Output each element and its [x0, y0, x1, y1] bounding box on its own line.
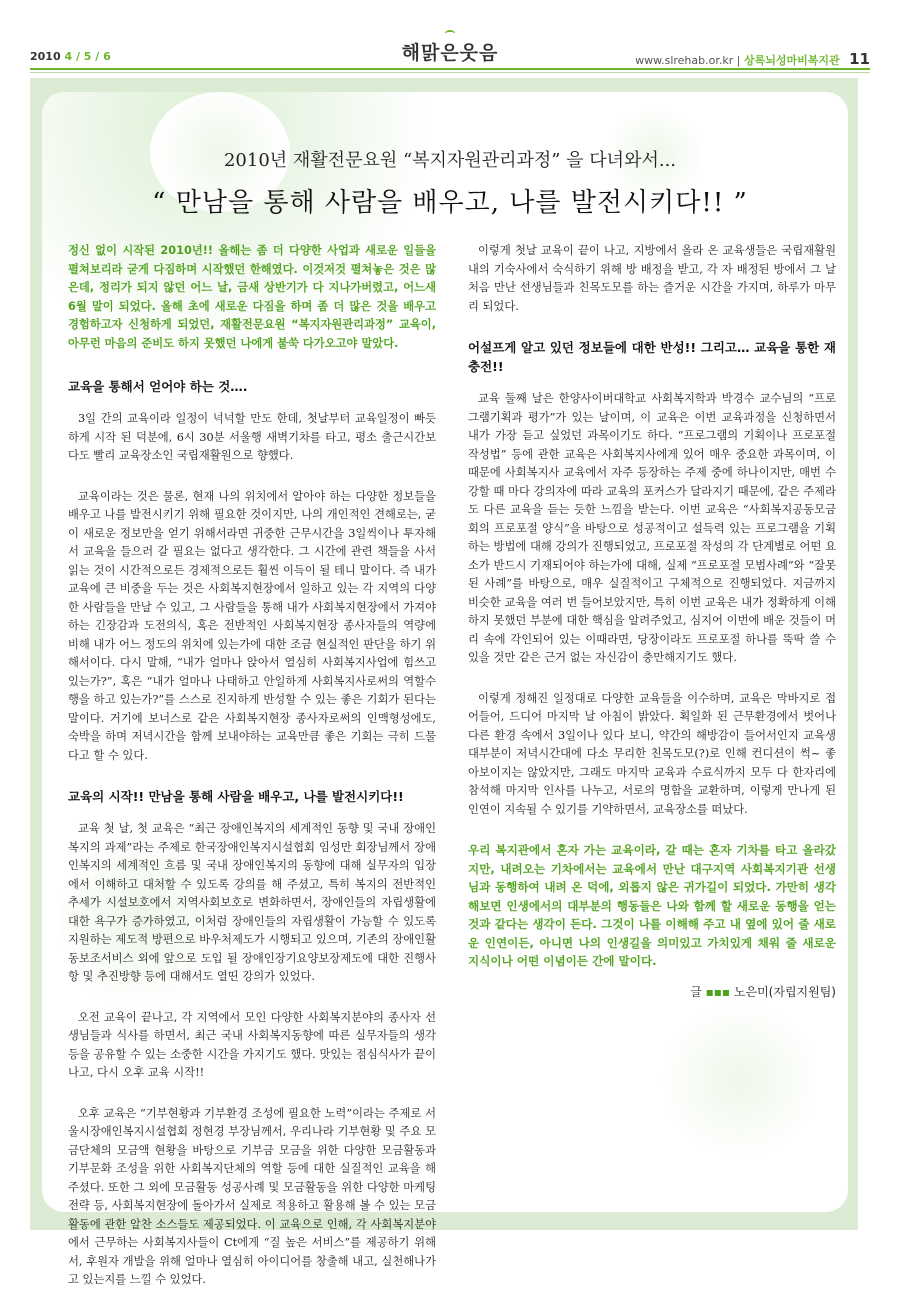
issue-info — [30, 50, 111, 63]
magazine-logo — [385, 38, 515, 65]
website-link[interactable]: www.slrehab.or.kr — [635, 54, 734, 67]
page-number: 11 — [849, 50, 870, 68]
byline-author: 노은미(자립지원팀) — [733, 984, 836, 999]
header-right: www.slrehab.or.kr | 상록뇌성마비복지관 11 — [635, 50, 870, 68]
section1-paragraph-2: 교육이라는 것은 물론, 현재 나의 위치에서 알아야 하는 다양한 정보들을 배우고 나를 발전시키기 위해 필요한 것이지만, 나의 개인적인 견해로는, 굳이 새로운 정보만을 얻기 위해서라면 귀중한 근무시간을 3일씩이나 투자해서 교육을 들으러 갈 필요는 없다고 생각한다. 그 시간에 관련 책들을 사서 읽는 것이 시간적으로든 경제적으로든 훨씬 이득이 될 테니 말이다. 즉 내가 교육에 큰 비중을 두는 것은 사회복지현장에서 일하고 있는 각 지역의 다양한 사람들을 만날 수 있고, 그 사람들을 통해 내가 사회복지현장에서 가져야 하는 긴장감과 도전의식, 혹은 전반적인 사회복지현장 종사자들의 역량에 비해 내가 어느 정도의 위치에 있는가에 대한 조금 현실적인 판단을 하기 위해서이다. 다시 말해, “내가 얼마나 앉아서 열심히 사회복지사업에 힘쓰고 있는가?”, 혹은 “내가 얼마나 나태하고 안일하게 사회복지사로써의 역할수행을 하고 있는가?”를 스스로 진지하게 반성할 수 있는 좋은 기회가 된다는 말이다. 거기에 보너스로 같은 사회복지현장 종사자로써의 인맥형성에도, 숙박을 하며 저녁시간을 함께 보내야하는 교육만큼 좋은 기회는 극히 드물다고 할 수 있다. — [68, 489, 436, 762]
page-header — [0, 0, 900, 78]
byline-prefix: 글 — [690, 984, 702, 999]
section3-paragraph-1: 교육 둘째 날은 한양사이버대학교 사회복지학과 박경수 교수님의 “프로그램기획과 평가”가 있는 날이며, 이 교육은 이번 교육과정을 신청하면서 내가 가장 듣고 싶었던 과목이기도 하다. “프로그램의 기획이나 프로포절 작성법” 등에 관한 교육은 사회복지사에게 있어 매우 중요한 과목이며, 이 때문에 사회복지사 교육에서 자주 등장하는 주제 중에 하나이지만, 매번 수강할 때 마다 강의자에 따라 교육의 포커스가 달라지기 때문에, 같은 주제라도 다른 교육을 듣는 듯한 느낌을 받는다. 이번 교육은 “사회복지공동모금회의 프로포절 양식”을 바탕으로 성공적이고 설득력 있는 프로그램을 기획하는 방법에 대해 강의가 진행되었고, 프로포절 작성의 각 단계별로 어떤 요소가 반드시 기재되어야 하는가에 대해, 실제 “프로포절 모범사례”와 “잘못된 사례”를 바탕으로, 매우 실질적이고 구체적으로 진행되었다. 지금까지 비슷한 교육을 여러 번 들어보았지만, 특히 이번 교육은 내가 정확하게 이해하지 못했던 부분에 대한 핵심을 알려주었고, 심지어 이번에 배운 것들이 머리 속에 각인되어 있는 이때라면, 당장이라도 프로포절 하나를 뚝딱 쓸 수 있을 것만 같은 근거 없는 자신감이 충만해지기도 했다. — [468, 392, 836, 664]
section2-paragraph-4: 이렇게 첫날 교육이 끝이 나고, 지방에서 올라 온 교육생들은 국립재활원 내의 기숙사에서 숙식하기 위해 방 배정을 받고, 각 자 배정된 방에서 그 날 처음 만난 선생님들과 친목도모를 하는 즐거운 시간을 가지며, 하루가 마무리 되었다. — [468, 244, 836, 313]
header-rule — [30, 68, 870, 70]
issue-year: 2010 — [30, 50, 61, 63]
article-pre-title: 2010년 재활전문요원 “복지자원관리과정” 을 다녀와서... — [223, 150, 677, 171]
section2-paragraph-1: 교육 첫 날, 첫 교육은 “최근 장애인복지의 세계적인 동향 및 국내 장애인복지의 과제”라는 주제로 한국장애인복지시설협회 임성만 회장님께서 장애인복지의 세계적인 흐름 및 국내 장애인복지의 동향에 대해 실무자의 입장에서 이해하고 대처할 수 있도록 강의를 해 주셨고, 특히 복지의 전반적인 추세가 시설보호에서 지역사회보호로 변화하면서, 장애인들의 자립생활에 대한 욕구가 증가하였고, 이처럼 장애인들의 자립생활이 가능할 수 있도록 지원하는 제도적 방편으로 바우처제도가 시행되고 있으며, 기존의 장애인활동보조서비스 외에 앞으로 도입 될 장애인장기요양보장제도에 대한 진행사항 및 추진방향 등에 대해서도 열띤 강의가 있었다. — [68, 822, 436, 983]
section1-heading: 교육을 통해서 얻어야 하는 것…. — [68, 379, 248, 394]
section2-paragraph-2: 오전 교육이 끝나고, 각 지역에서 모인 다양한 사회복지분야의 종사자 선생님들과 식사를 하면서, 최근 국내 사회복지동향에 따른 실무자들의 생각 등을 공유할 수 있는 소중한 시간을 가지기도 했다. 맛있는 점심식사가 끝이 나고, 다시 오후 교육 시작!! — [68, 1010, 436, 1079]
section2-heading: 교육의 시작!! 만남을 통해 사람을 배우고, 나를 발전시키다!! — [68, 789, 404, 804]
smile-icon — [445, 30, 455, 38]
logo-text: 해맑은웃음 — [401, 42, 499, 64]
header-rule-thin — [30, 72, 870, 73]
issue-months: 4 / 5 / 6 — [64, 50, 111, 63]
byline-dots: ▪▪▪ — [705, 984, 731, 999]
section3-heading: 어설프게 알고 있던 정보들에 대한 반성!! 그리고… 교육을 통한 재충전!! — [468, 340, 836, 374]
article-main-title: “ 만남을 통해 사람을 배우고, 나를 발전시키다!! ” — [152, 188, 748, 218]
rose-decoration-icon — [660, 1000, 820, 1160]
org-name: 상록뇌성마비복지관 — [743, 54, 840, 67]
section1-paragraph-1: 3일 간의 교육이라 일정이 넉넉할 만도 한데, 첫날부터 교육일정이 빠듯하게 시작 된 덕분에, 6시 30분 서울행 새벽기차를 타고, 평소 출근시간보다도 빨리 교육장소인 국립재활원으로 향했다. — [68, 412, 436, 462]
column-right — [468, 242, 836, 1001]
section3-paragraph-2: 이렇게 정해진 일정대로 다양한 교육들을 이수하며, 교육은 막바지로 접어들어, 드디어 마지막 날 아침이 밝았다. 획일화 된 근무환경에서 벗어나 다른 환경 속에서 3일이나 있다 보니, 약간의 해방감이 들어서인지 교육생 대부분이 저녁시간대에 다소 무리한 친목도모(?)로 인해 컨디션이 썩~ 좋아보이지는 않았지만, 그래도 마지막 교육과 수료식까지 모두 다 한자리에 참석해 마지막 인사를 나누고, 서로의 명함을 교환하며, 이렇게 만나게 된 인연이 지속될 수 있기를 기약하면서, 교육장소를 떠났다. — [468, 691, 836, 816]
section2-paragraph-3: 오후 교육은 “기부현황과 기부환경 조성에 필요한 노력”이라는 주제로 서울시장애인복지시설협회 정현경 부장님께서, 우리나라 기부현황 및 주요 모금단체의 모금액 현황을 바탕으로 기부금 모금을 위한 다양한 모금활동과 기부문화 조성을 위한 사회복지단체의 역할 등에 대한 실질적인 교육을 해 주셨다. 또한 그 외에 모금활동 성공사례 및 모금활동을 위한 다양한 마케팅전략 등, 사회복지현장에 돌아가서 실제로 적용하고 활용해 볼 수 있는 모금활동에 관한 알찬 소스들도 제공되었다. 이 교육으로 인해, 각 사회복지분야에서 근무하는 사회복지사들이 Ct에게 “질 높은 서비스”를 제공하기 위해서, 후원자 개발을 위해 얼마나 열심히 아이디어를 창출해 내고, 실천해나가고 있는지를 느낄 수 있었다. — [68, 1106, 436, 1286]
column-left — [68, 242, 436, 1290]
byline — [468, 983, 836, 1002]
closing-paragraph: 우리 복지관에서 혼자 가는 교육이라, 갈 때는 혼자 기차를 타고 올라갔지만, 내려오는 기차에서는 교육에서 만난 대구지역 사회복지기관 선생님과 동행하여 내려 온 덕에, 외롭지 않은 귀가길이 되었다. 가만히 생각해보면 인생에서의 대부분의 행동들은 나와 함께 할 새로운 동행을 얻는 것과 같다는 생각이 든다. 그것이 나를 이해해 주고 내 옆에 있어 줄 새로운 인연이든, 아니면 나의 인생길을 의미있고 가치있게 채워 줄 새로운 지식이나 어떤 이념이든 간에 말이다. — [468, 843, 836, 968]
article-lead: 정신 없이 시작된 2010년!! 올해는 좀 더 다양한 사업과 새로운 일들을 펼쳐보리라 굳게 다짐하며 시작했던 한해였다. 이것저것 펼쳐놓은 것은 많은데, 정리가 되지 않던 어느 날, 금새 상반기가 다 지나가버렸고, 어느새 6월 말이 되었다. 올해 초에 새로운 다짐을 하며 좀 더 많은 것을 배우고 경험하고자 신청하게 되었던, 재활전문요원 “복지자원관리과정” 교육이, 아무런 마음의 준비도 하지 못했던 나에게 불쑥 다가오고야 말았다. — [68, 244, 436, 350]
